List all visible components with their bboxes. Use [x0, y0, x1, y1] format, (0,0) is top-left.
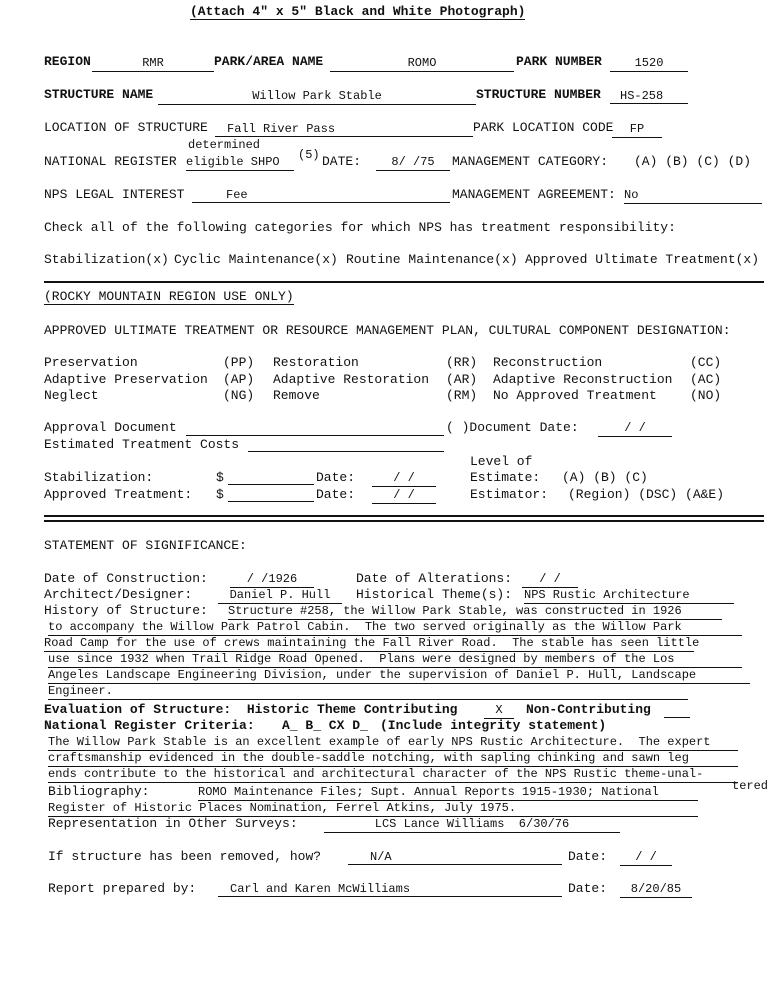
code-ng: (NG): [223, 388, 255, 403]
representation-label: Representation in Other Surveys:: [48, 816, 298, 831]
treatment-reconstruction: Reconstruction: [493, 355, 603, 370]
approved-treatment-dollar: $: [216, 487, 224, 502]
historical-theme-label: Historical Theme(s):: [356, 587, 513, 602]
legal-interest-label: NPS LEGAL INTEREST: [44, 187, 185, 202]
stabilization-cost-label: Stabilization:: [44, 470, 154, 485]
bibliography-label: Bibliography:: [48, 784, 150, 799]
bibliography-line-1[interactable]: ROMO Maintenance Files; Supt. Annual Reports 1915-1930; National: [198, 785, 698, 801]
history-line-1[interactable]: Structure #258, the Willow Park Stable, was constructed in 1926: [228, 604, 722, 620]
region-field[interactable]: RMR: [92, 56, 214, 72]
nr-date-field[interactable]: 8/ /75: [376, 155, 450, 171]
nr-superscript: (5): [298, 148, 320, 162]
code-pp: (PP): [223, 355, 255, 370]
treatment-no-approved: No Approved Treatment: [493, 388, 657, 403]
park-location-code-field[interactable]: FP: [612, 122, 662, 138]
code-cc: (CC): [690, 355, 722, 370]
removed-date-label: Date:: [568, 849, 608, 864]
architect-field[interactable]: Daniel P. Hull: [218, 588, 342, 604]
approved-ultimate-treatment-checkbox[interactable]: Approved Ultimate Treatment(x): [525, 252, 760, 267]
stabilization-date-label: Date:: [316, 470, 356, 485]
bibliography-line-2[interactable]: Register of Historic Places Nomination, Ferrel Atkins, July 1975.: [48, 801, 698, 817]
park-number-field[interactable]: 1520: [610, 56, 688, 72]
national-register-label: NATIONAL REGISTER: [44, 154, 177, 169]
cyclic-maintenance-checkbox[interactable]: Cyclic Maintenance(x): [174, 252, 338, 267]
alterations-date-label: Date of Alterations:: [356, 571, 513, 586]
management-category-options[interactable]: (A) (B) (C) (D): [634, 154, 752, 169]
prepared-date-field[interactable]: 8/20/85: [620, 882, 692, 898]
history-line-4[interactable]: use since 1932 when Trail Ridge Road Opened. Plans were designed by members of the Los: [48, 652, 742, 668]
construction-date-label: Date of Construction:: [44, 571, 208, 586]
estimated-costs-field[interactable]: [248, 451, 444, 452]
legal-interest-field[interactable]: Fee: [192, 188, 450, 203]
historical-theme-field[interactable]: NPS Rustic Architecture: [524, 588, 734, 604]
location-field[interactable]: Fall River Pass: [215, 122, 473, 137]
national-register-field[interactable]: eligible SHPO: [186, 155, 294, 171]
estimated-costs-label: Estimated Treatment Costs: [44, 437, 240, 452]
stabilization-dollar: $: [216, 470, 224, 485]
level-of-label: Level of: [470, 454, 533, 469]
stabilization-checkbox[interactable]: Stabilization(x): [44, 252, 169, 267]
integrity-label: (Include integrity statement): [380, 718, 607, 733]
nr-determined-note: determined: [188, 138, 261, 152]
rmr-use-only-heading: (ROCKY MOUNTAIN REGION USE ONLY): [44, 289, 294, 304]
removed-field[interactable]: N/A: [348, 850, 562, 865]
integrity-line-3[interactable]: ends contribute to the historical and architectural character of the NPS Rustic theme-unal-: [48, 767, 738, 783]
section-divider-top: [44, 515, 764, 517]
photo-instruction-title: (Attach 4" x 5" Black and White Photograph): [190, 4, 526, 19]
stabilization-cost-field[interactable]: [228, 484, 314, 485]
treatment-remove: Remove: [273, 388, 320, 403]
code-ap: (AP): [223, 372, 255, 387]
code-rm: (RM): [446, 388, 478, 403]
park-area-label: PARK/AREA NAME: [214, 54, 324, 69]
structure-name-label: STRUCTURE NAME: [44, 87, 154, 102]
treatment-preservation: Preservation: [44, 355, 138, 370]
code-ac: (AC): [690, 372, 722, 387]
approval-document-field[interactable]: [186, 435, 444, 436]
history-line-2[interactable]: to accompany the Willow Park Patrol Cabin. The two served originally as the Willow Park: [48, 620, 742, 636]
routine-maintenance-checkbox[interactable]: Routine Maintenance(x): [346, 252, 518, 267]
code-ar: (AR): [446, 372, 478, 387]
location-label: LOCATION OF STRUCTURE: [44, 120, 208, 135]
structure-name-field[interactable]: Willow Park Stable: [158, 89, 476, 105]
estimator-options[interactable]: (Region) (DSC) (A&E): [568, 487, 725, 502]
estimator-label: Estimator:: [470, 487, 549, 502]
architect-label: Architect/Designer:: [44, 587, 193, 602]
treatment-neglect: Neglect: [44, 388, 99, 403]
park-area-field[interactable]: ROMO: [330, 56, 514, 72]
management-agreement-field[interactable]: No: [624, 188, 762, 204]
criteria-options[interactable]: A_ B_ CX D_: [282, 718, 368, 733]
construction-date-field[interactable]: / /1926: [230, 572, 314, 588]
integrity-wrap: tered: [732, 779, 769, 793]
integrity-line-2[interactable]: craftsmanship evidenced in the double-saddle notching, with sapling chinking and sawn leg: [48, 751, 738, 767]
approval-document-label: Approval Document: [44, 420, 177, 435]
approved-treatment-date-field[interactable]: / /: [372, 488, 436, 504]
code-rr: (RR): [446, 355, 478, 370]
approved-treatment-cost-field[interactable]: [228, 501, 314, 502]
nr-date-label: DATE:: [322, 154, 362, 169]
history-label: History of Structure:: [44, 603, 208, 618]
park-number-label: PARK NUMBER: [516, 54, 602, 69]
integrity-line-1[interactable]: The Willow Park Stable is an excellent example of early NPS Rustic Architecture. The expert: [48, 735, 738, 751]
section-divider-bottom: [44, 520, 764, 522]
management-category-label: MANAGEMENT CATEGORY:: [452, 154, 609, 169]
section-divider: [44, 281, 764, 283]
significance-heading: STATEMENT OF SIGNIFICANCE:: [44, 538, 247, 553]
history-line-6[interactable]: Engineer.: [48, 684, 688, 700]
prepared-date-label: Date:: [568, 881, 608, 896]
treatment-adaptive-reconstruction: Adaptive Reconstruction: [493, 372, 673, 387]
alterations-date-field[interactable]: / /: [522, 572, 578, 588]
approved-treatment-date-label: Date:: [316, 487, 356, 502]
prepared-by-label: Report prepared by:: [48, 881, 197, 896]
noncontributing-field[interactable]: [664, 717, 690, 718]
criteria-label: National Register Criteria:: [44, 718, 255, 733]
approved-treatment-cost-label: Approved Treatment:: [44, 487, 193, 502]
estimate-label: Estimate:: [470, 470, 541, 485]
management-agreement-label: MANAGEMENT AGREEMENT:: [452, 187, 616, 202]
structure-number-field[interactable]: HS-258: [610, 89, 688, 104]
representation-field[interactable]: LCS Lance Williams 6/30/76: [324, 817, 620, 833]
estimate-options[interactable]: (A) (B) (C): [562, 470, 648, 485]
document-date-label: ( )Document Date:: [446, 420, 579, 435]
history-line-3[interactable]: Road Camp for the use of crews maintaining the Fall River Road. The stable has seen little: [44, 636, 700, 650]
document-date-field[interactable]: / /: [598, 421, 672, 437]
check-instruction: Check all of the following categories for which NPS has treatment responsibility:: [44, 220, 676, 235]
stabilization-date-field[interactable]: / /: [372, 471, 436, 487]
prepared-by-field[interactable]: Carl and Karen McWilliams: [218, 882, 562, 897]
removed-label: If structure has been removed, how?: [48, 849, 322, 864]
contributing-field[interactable]: X: [484, 703, 514, 719]
park-location-code-label: PARK LOCATION CODE: [473, 120, 614, 135]
noncontributing-label: Non-Contributing: [526, 702, 651, 717]
region-label: REGION: [44, 54, 91, 69]
structure-number-label: STRUCTURE NUMBER: [476, 87, 601, 102]
evaluation-label: Evaluation of Structure: Historic Theme Contributing: [44, 702, 458, 717]
treatment-adaptive-restoration: Adaptive Restoration: [273, 372, 430, 387]
treatment-adaptive-preservation: Adaptive Preservation: [44, 372, 208, 387]
treatment-restoration: Restoration: [273, 355, 359, 370]
code-no: (NO): [690, 388, 722, 403]
history-line-5[interactable]: Angeles Landscape Engineering Division, under the supervision of Daniel P. Hull, Landscape: [48, 668, 750, 684]
approved-ultimate-heading: APPROVED ULTIMATE TREATMENT OR RESOURCE MANAGEMENT PLAN, CULTURAL COMPONENT DESIGNATION:: [44, 323, 731, 338]
removed-date-field[interactable]: / /: [620, 850, 672, 866]
